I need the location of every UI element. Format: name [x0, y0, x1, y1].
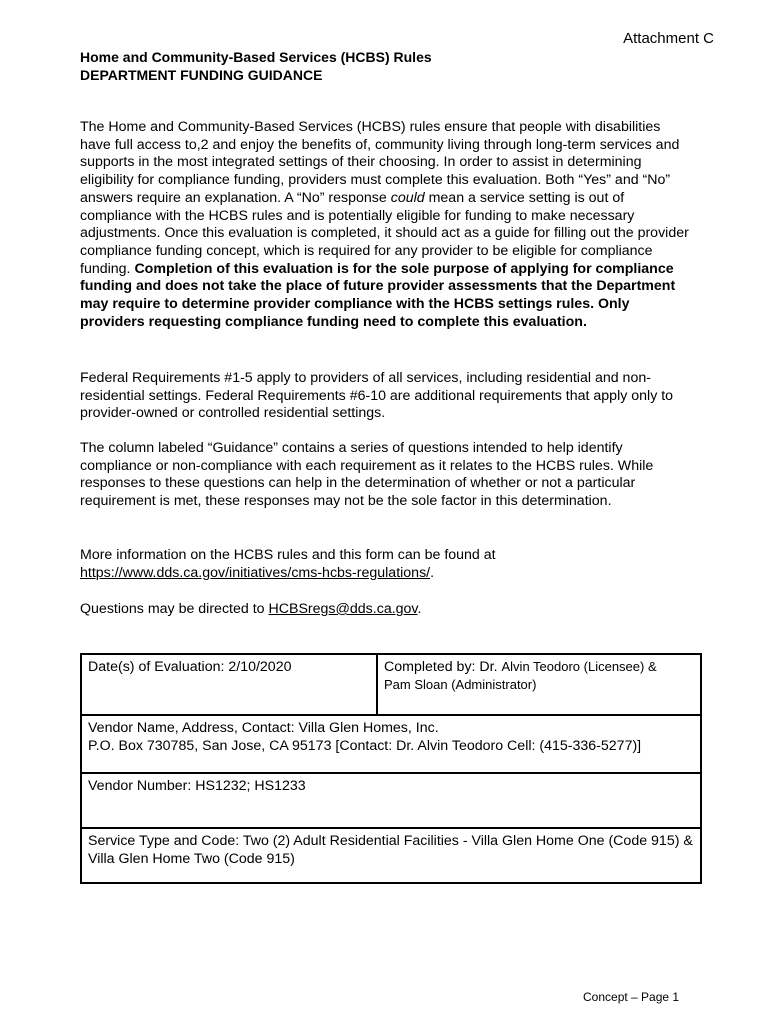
completed-by-label: Completed by: Dr.	[384, 659, 502, 675]
vendor-name-address: Vendor Name, Address, Contact: Villa Glen Homes, Inc.	[88, 720, 439, 736]
service-type: Service Type and Code: Two (2) Adult Residential Facilities - Villa Glen Home One (Code 915) & Villa Glen Home Two (Code 915)	[88, 833, 693, 867]
federal-requirements-paragraph	[80, 370, 692, 423]
questions-paragraph	[80, 601, 692, 619]
guidance-text: The column labeled “Guidance” contains a series of questions intended to help identify compliance or non-compliance with each requirement as it relates to the HCBS rules. While responses to these questions can help in the determination of whether or not a particular requirement is met, these responses may not be the sole factor in this determination.	[80, 440, 654, 510]
table-row	[81, 715, 701, 773]
table-row	[81, 773, 701, 828]
questions-period: .	[417, 601, 422, 617]
page-footer: Concept – Page 1	[583, 990, 680, 1004]
vendor-number-cell	[81, 773, 701, 828]
email-link[interactable]: HCBSregs@dds.ca.gov	[268, 601, 418, 617]
intro-bold-text: Completion of this evaluation is for the sole purpose of applying for compliance funding and does not take the place of future provider assessments that the Department may require to determine provider compliance with the HCBS settings rules. Only providers requesting compliance funding need to complete this evaluation.	[80, 260, 676, 330]
vendor-contact: P.O. Box 730785, San Jose, CA 95173 [Contact: Dr. Alvin Teodoro Cell: (415-336-5277)]	[88, 738, 642, 754]
more-info-text: More information on the HCBS rules and this form can be found at	[80, 547, 496, 563]
intro-text-continued: mean a service setting is out of compliance with the HCBS rules and is potentially eligible for funding to make necessary adjustments. Once this evaluation is completed, it should act as a guide for filling out the provider compliance funding concept, which is required for any provider to be eligible for compliance funding.	[80, 189, 689, 277]
table-row	[81, 654, 701, 715]
evaluation-date-cell	[81, 654, 377, 715]
guidance-paragraph	[80, 440, 692, 511]
vendor-info-cell	[81, 715, 701, 773]
intro-italic-text: could	[390, 189, 425, 206]
intro-paragraph	[80, 119, 692, 331]
more-info-paragraph	[80, 547, 692, 582]
service-type-cell	[81, 828, 701, 883]
table-row	[81, 828, 701, 883]
more-info-period: .	[430, 564, 435, 581]
document-subtitle: DEPARTMENT FUNDING GUIDANCE	[80, 67, 323, 83]
questions-text: Questions may be directed to	[80, 601, 269, 617]
completed-by-cell	[377, 654, 701, 715]
document-header	[80, 48, 432, 84]
attachment-label: Attachment C	[623, 30, 714, 47]
completed-by-name: Alvin Teodoro (Licensee) &	[501, 659, 657, 674]
document-title: Home and Community-Based Services (HCBS) Rules	[80, 49, 432, 65]
completed-by-name-2: Pam Sloan (Administrator)	[384, 677, 537, 692]
vendor-number: Vendor Number: HS1232; HS1233	[88, 778, 306, 794]
evaluation-date: Date(s) of Evaluation: 2/10/2020	[88, 659, 292, 675]
hcbs-regulations-link[interactable]: https://www.dds.ca.gov/initiatives/cms-hcbs-regulations/	[80, 564, 431, 581]
federal-requirements-text: Federal Requirements #1-5 apply to providers of all services, including residential and non-residential settings. Federal Requirements #6-10 are additional requirements that apply only to provider-owned or controlled residential settings.	[80, 370, 674, 422]
intro-text: The Home and Community-Based Services (HCBS) rules ensure that people with disabilities have full access to,2 and enjoy the benefits of, community living through long-term services and supports in the most integrated settings of their choosing. In order to assist in determining eligibility for compliance funding, providers must complete this evaluation. Both “Yes” and “No” answers require an explanation. A “No” response	[80, 119, 680, 206]
evaluation-info-table	[80, 653, 702, 884]
